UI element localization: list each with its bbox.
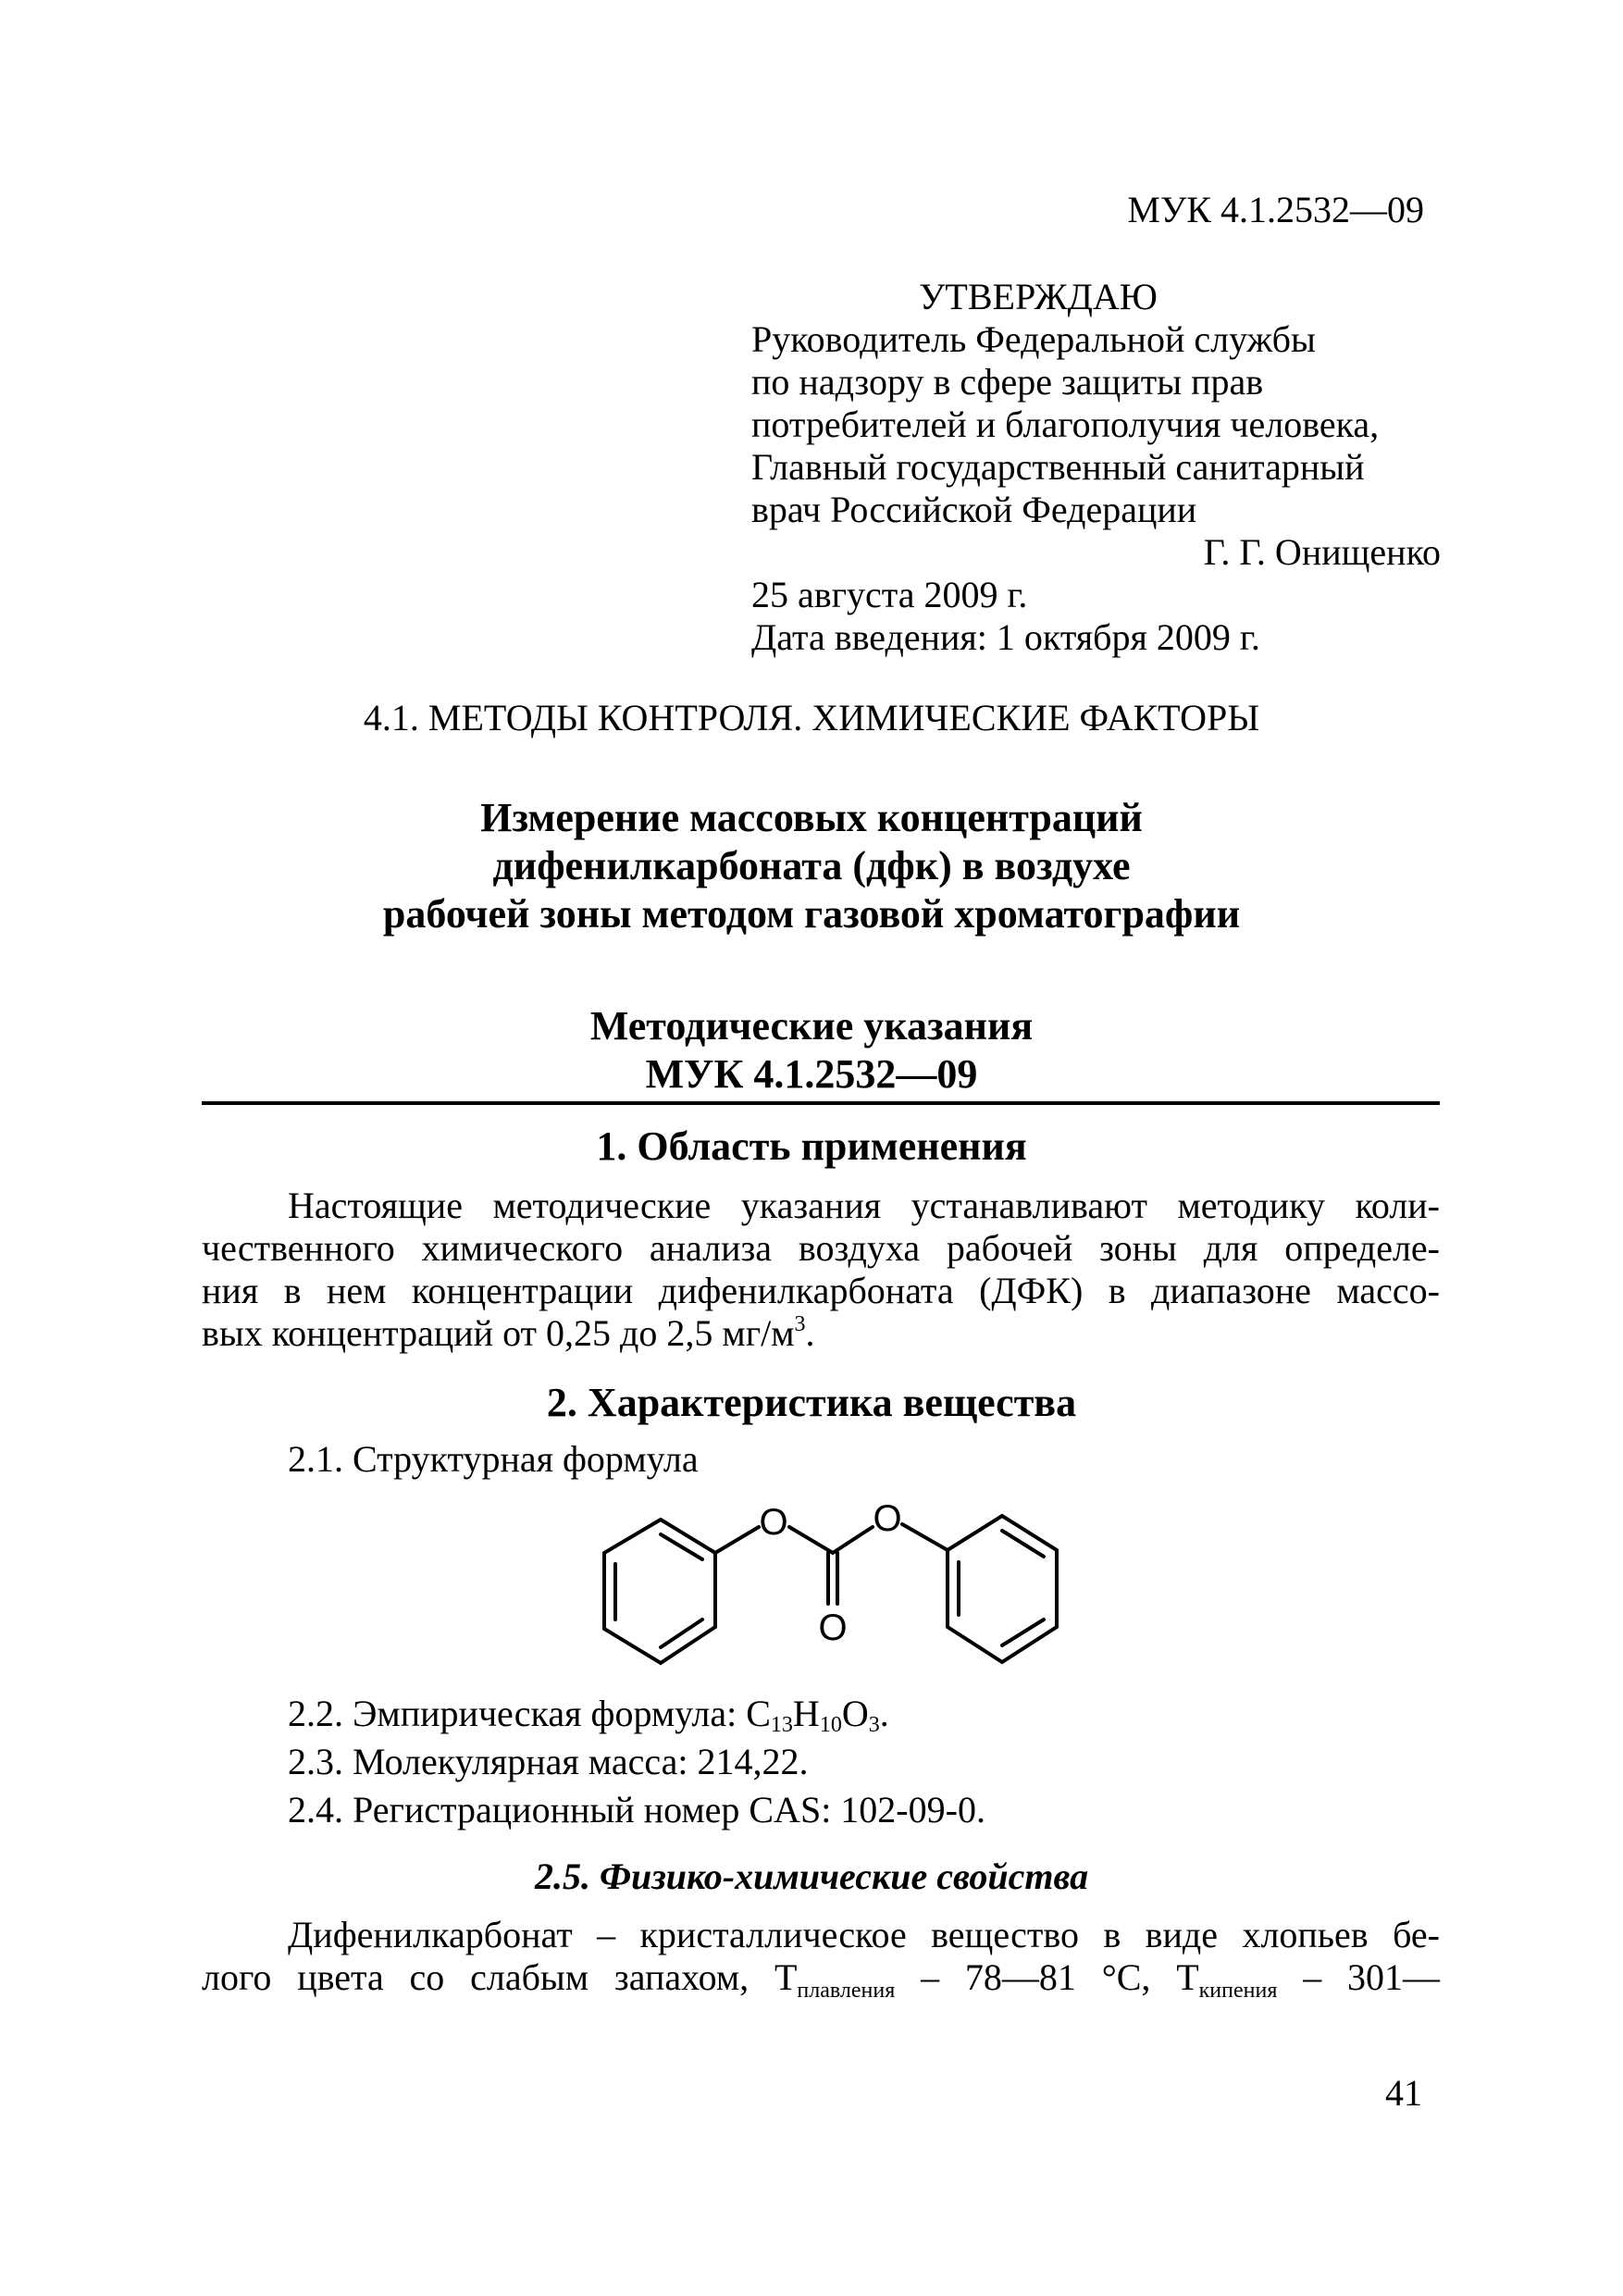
- document-code: МУК 4.1.2532—09: [1127, 189, 1424, 230]
- left-benzene-ring: [604, 1520, 715, 1663]
- paragraph-text: вых концентраций от 0,25 до 2,5 мг/м: [202, 1312, 795, 1354]
- title-line: дифенилкарбоната (дфк) в воздухе: [492, 843, 1131, 888]
- approval-line: потребителей и благополучия человека,: [751, 403, 1380, 445]
- oxygen-atom-carbonyl: O: [818, 1607, 848, 1648]
- approval-line: Главный государственный санитарный: [751, 446, 1365, 488]
- paragraph-text: – 78—81 °С, Т: [895, 1956, 1199, 1998]
- approval-line: Руководитель Федеральной службы: [751, 318, 1316, 360]
- approval-date: 25 августа 2009 г.: [751, 574, 1028, 615]
- approve-word: УТВЕРЖДАЮ: [919, 276, 1158, 317]
- title-line: рабочей зоны методом газовой хроматографии: [382, 891, 1241, 937]
- section-1-heading: 1. Область применения: [596, 1123, 1027, 1169]
- paragraph-line: [202, 1312, 1440, 1355]
- formula-element: C: [746, 1693, 771, 1734]
- section-2-heading: 2. Характеристика вещества: [546, 1380, 1077, 1425]
- paragraph-line: ния в нем концентрации дифенилкарбоната (ДФК) в диапазоне массо-: [202, 1270, 1440, 1311]
- approval-block: [751, 276, 1441, 659]
- approval-line: по надзору в сфере защиты прав: [751, 361, 1264, 403]
- section-1-paragraph: [202, 1185, 1440, 1355]
- section-2-5-paragraph: [202, 1914, 1440, 2012]
- subtitle-line: Методические указания: [589, 1003, 1034, 1049]
- superscript: 3: [794, 1312, 806, 1336]
- subtitle-code: МУК 4.1.2532—09: [645, 1051, 978, 1097]
- structural-formula: [574, 1481, 1129, 1703]
- formula-subscript: 10: [819, 1713, 842, 1737]
- formula-element: O: [841, 1693, 869, 1734]
- oxygen-atom-right: O: [873, 1498, 902, 1539]
- formula-element: H: [792, 1693, 820, 1734]
- right-benzene-ring: [948, 1516, 1057, 1662]
- document-subtitle: [0, 1002, 1623, 1098]
- document-title: [0, 794, 1623, 938]
- paragraph-text: – 301—: [1277, 1956, 1441, 1998]
- subscript-boiling: кипения: [1198, 1979, 1278, 2003]
- title-line: Измерение массовых концентраций: [480, 795, 1143, 840]
- formula-subscript: 3: [868, 1713, 880, 1737]
- signatory: Г. Г. Онищенко: [1203, 531, 1441, 573]
- paragraph-line: Дифенилкарбонат – кристаллическое вещество в виде хлопьев бе-: [288, 1914, 1440, 1955]
- horizontal-rule: [202, 1101, 1440, 1105]
- item-2-3: 2.3. Молекулярная масса: 214,22.: [288, 1741, 809, 1782]
- subscript-melting: плавления: [797, 1979, 896, 2003]
- category-heading: 4.1. МЕТОДЫ КОНТРОЛЯ. ХИМИЧЕСКИЕ ФАКТОРЫ: [363, 697, 1260, 738]
- approval-line: врач Российской Федерации: [751, 489, 1197, 530]
- formula-end: .: [879, 1693, 889, 1734]
- introduction-date: Дата введения: 1 октября 2009 г.: [751, 616, 1260, 658]
- paragraph-text: лого цвета со слабым запахом, Т: [202, 1956, 798, 1998]
- paragraph-line: Настоящие методические указания устанавливают методику коли-: [288, 1185, 1440, 1226]
- item-2-1: 2.1. Структурная формула: [288, 1438, 699, 1480]
- item-2-2: [288, 1692, 889, 1738]
- oxygen-atom-left: O: [759, 1502, 788, 1543]
- page-number: 41: [1385, 2072, 1422, 2114]
- paragraph-line: [202, 1956, 1440, 2012]
- formula-subscript: 13: [770, 1713, 793, 1737]
- item-label: 2.2. Эмпирическая формула:: [288, 1693, 747, 1734]
- section-2-5-heading: 2.5. Физико-химические свойства: [534, 1855, 1089, 1897]
- paragraph-line: чественного химического анализа воздуха рабочей зоны для определе-: [202, 1227, 1440, 1269]
- item-2-4: 2.4. Регистрационный номер CAS: 102-09-0.: [288, 1789, 985, 1831]
- paragraph-text: .: [805, 1312, 815, 1354]
